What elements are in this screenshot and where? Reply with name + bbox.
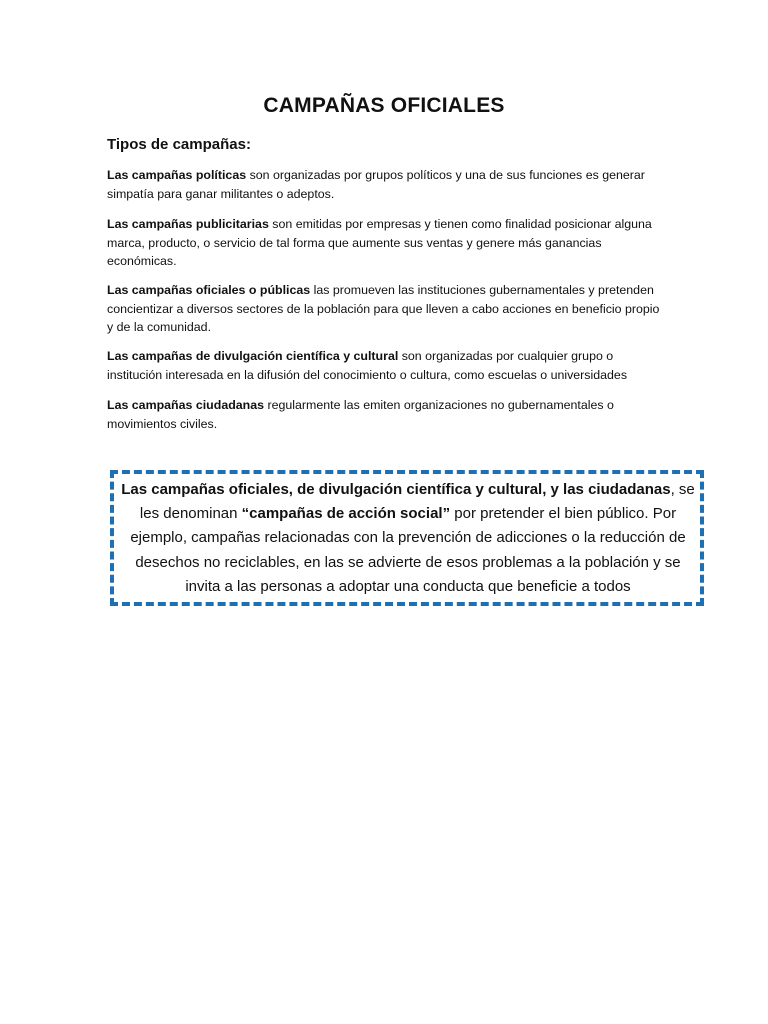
paragraph-lead: Las campañas políticas <box>107 168 247 182</box>
paragraph-body: son organizadas por cualquier grupo o institución interesada en la difusión del conocimiento o cultura, como escuelas o universidades <box>107 349 628 382</box>
paragraph-body: son emitidas por empresas y tienen como finalidad posicionar alguna marca, producto, o servicio de tal forma que aumente sus ventas y genere más ganancias económicas. <box>107 217 652 269</box>
paragraph-publicitarias <box>107 215 667 271</box>
paragraph-body: son organizadas por grupos políticos y una de sus funciones es generar simpatía para ganar militantes o adeptos. <box>107 168 645 201</box>
callout-lead: Las campañas oficiales, de divulgación científica y cultural, y las ciudadanas <box>121 481 671 498</box>
callout-rest: por pretender el bien público. Por ejemplo, campañas relacionadas con la prevención de adicciones o la reducción de desechos no reciclables, en las se advierte de esos problemas a la población y se invita a las personas a adoptar una conducta que beneficie a todos <box>130 505 686 595</box>
section-subtitle: Tipos de campañas: <box>107 136 251 153</box>
callout-middle: , se les denominan <box>139 481 695 523</box>
paragraph-divulgacion <box>107 347 667 384</box>
paragraph-body: las promueven las instituciones gubernamentales y pretenden concientizar a diversos sectores de la población para que lleven a cabo acciones en beneficio propio y de la comunidad. <box>107 283 660 335</box>
paragraph-politicas <box>107 166 667 203</box>
paragraph-lead: Las campañas ciudadanas <box>107 398 265 412</box>
callout-highlight: “campañas de acción social” <box>241 505 451 523</box>
paragraph-lead: Las campañas oficiales o públicas <box>107 283 311 297</box>
paragraph-lead: Las campañas de divulgación científica y cultural <box>107 349 399 363</box>
paragraph-ciudadanas <box>107 396 667 433</box>
callout-text <box>116 478 700 599</box>
paragraph-lead: Las campañas publicitarias <box>107 217 269 231</box>
paragraph-oficiales <box>107 281 667 337</box>
paragraph-body: regularmente las emiten organizaciones no gubernamentales o movimientos civiles. <box>107 398 614 431</box>
page-title: CAMPAÑAS OFICIALES <box>263 94 505 117</box>
